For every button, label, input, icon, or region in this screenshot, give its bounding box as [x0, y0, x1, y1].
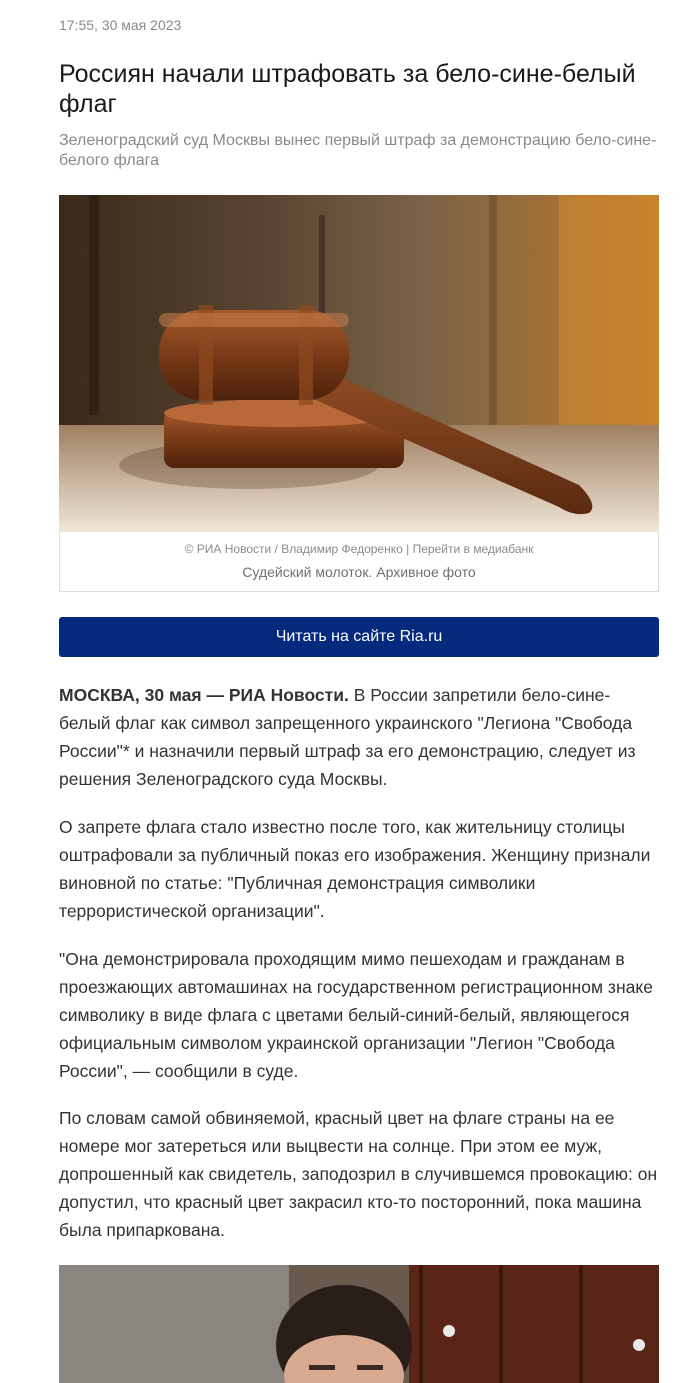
article-subtitle: Зеленоградский суд Москвы вынес первый штраф за демонстрацию бело-сине-белого флага	[59, 132, 657, 169]
publish-date: 17:55, 30 мая 2023	[59, 17, 182, 33]
paragraph-1-text: В России запретили бело-сине-белый флаг как символ запрещенного украинского "Легиона "Свобода России"* и назначили первый штраф за его демонстрацию, следует из решения Зеленоградского суда Москвы.	[59, 685, 636, 789]
article-title: Россиян начали штрафовать за бело-сине-белый флаг	[59, 60, 636, 118]
paragraph-4: По словам самой обвиняемой, красный цвет на флаге страны на ее номере мог затереться или выцвести на солнце. При этом ее муж, допрошенный как свидетель, заподозрил в случившемся провокацию: он допустил, что красный цвет закрасил кто-то посторонний, пока машина была припаркована.	[59, 1108, 658, 1240]
second-figure	[59, 1265, 659, 1383]
main-figure	[59, 195, 659, 592]
credit-separator: |	[406, 542, 410, 556]
mediabank-link[interactable]: Перейти в медиабанк	[412, 542, 534, 556]
photo-caption: Судейский молоток. Архивное фото	[242, 564, 476, 580]
photo-credit: © РИА Новости / Владимир Федоренко	[184, 542, 403, 556]
courtroom-photo[interactable]	[59, 1265, 659, 1383]
paragraph-2: О запрете флага стало известно после того, как жительницу столицы оштрафовали за публичный показ его изображения. Женщину признали виновной по статье: "Публичная демонстрация символики террористической организации".	[59, 817, 651, 921]
paragraph-1	[59, 681, 659, 793]
gavel-photo[interactable]	[59, 195, 659, 532]
figure-caption-box	[59, 532, 659, 592]
read-on-site-button[interactable]: Читать на сайте Ria.ru	[59, 617, 659, 657]
dateline: МОСКВА, 30 мая — РИА Новости.	[59, 685, 349, 705]
paragraph-3: "Она демонстрировала проходящим мимо пешеходам и гражданам в проезжающих автомашинах на государственном регистрационном знаке символику в виде флага с цветами белый-синий-белый, являющегося официальным символом украинской организации "Легион "Свобода России", — сообщили в суде.	[59, 949, 653, 1081]
photo-credit-line	[60, 542, 658, 556]
